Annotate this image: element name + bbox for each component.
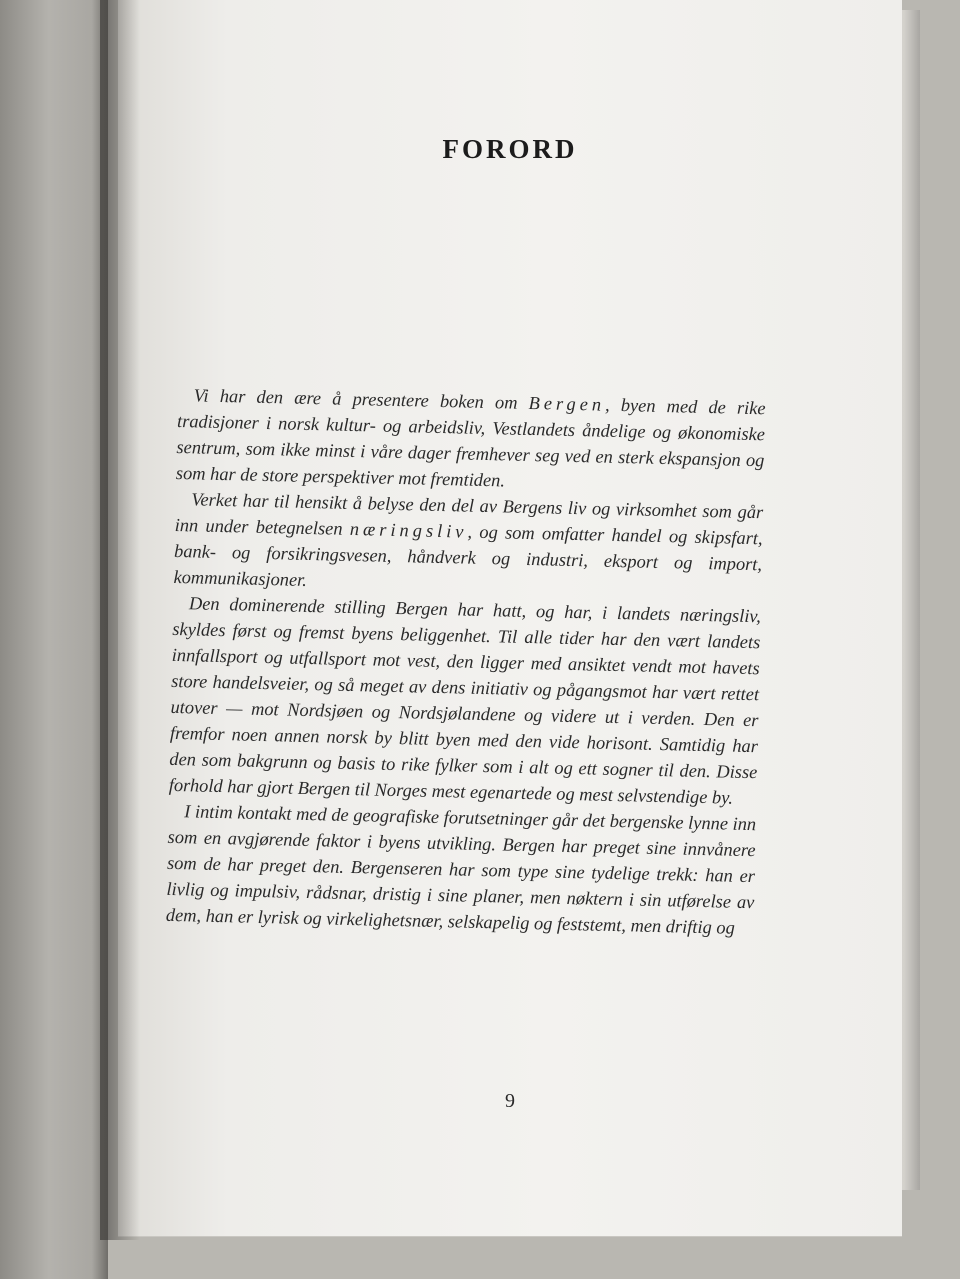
page-title: FORORD	[442, 134, 578, 164]
body-text	[166, 382, 766, 941]
gutter-shadow	[100, 0, 140, 1240]
paragraph-1-lead: Vi har den ære å presentere boken om	[193, 385, 529, 413]
paragraph-4: I intim kontakt med de geografiske forutsetninger går det bergenske lynne inn som en avgjørende faktor i byens utvikling. Bergen har preget sine innvånere som de har preget den. Bergenseren har som type sine tydelige trekk: han er livlig og impulsiv, rådsnar, dristig i sine planer, men nøktern i sin utførelse av dem, han er lyrisk og virkelighetsnær, selskapelig og feststemt, men driftig og	[165, 801, 757, 938]
paragraph-2-lead: Verket har til hensikt å belyse den del av Bergens liv og virksomhet som går inn under betegnelsen	[174, 489, 764, 539]
paragraph-1	[176, 382, 766, 499]
paragraph-2	[173, 486, 763, 603]
facing-page-edge	[0, 0, 108, 1279]
page-number: 9	[505, 1090, 515, 1112]
emphasis-naeringsliv: næringsliv	[349, 518, 468, 542]
paragraph-1-rest: , byen med de rike tradisjoner i norsk kultur- og arbeidsliv, Vestlandets åndelige og økonomiske sentrum, som ikke minst i våre dager fremhever seg ved en sterk ekspansjon og som har de store perspektiver mot fremtiden.	[175, 394, 766, 491]
book-page	[118, 0, 902, 1237]
paragraph-3: Den dominerende stilling Bergen har hatt, og har, i landets næringsliv, skyldes først og fremst byens beliggenhet. Til alle tider har den vært landets innfallsport og utfallsport mot vest, den ligger med ansiktet vendt mot havets store handelsveier, og så meget av dens initiativ og pågangsmot har vært rettet utover — mot Nordsjøen og Nordsjølandene og videre ut i verden. Den er fremfor noen annen norsk by blitt byen med den vide horisont. Samtidig har den som bakgrunn og basis to rike fylker som i alt og ett sogner til den. Disse forhold har gjort Bergen til Norges mest egenartede og mest selvstendige by.	[168, 593, 762, 808]
emphasis-bergen: Bergen	[528, 392, 606, 415]
paragraph-2-rest: , og som omfatter handel og skipsfart, bank- og forsikringsvesen, håndverk og industri, eksport og import, kommunikasjoner.	[173, 521, 763, 590]
